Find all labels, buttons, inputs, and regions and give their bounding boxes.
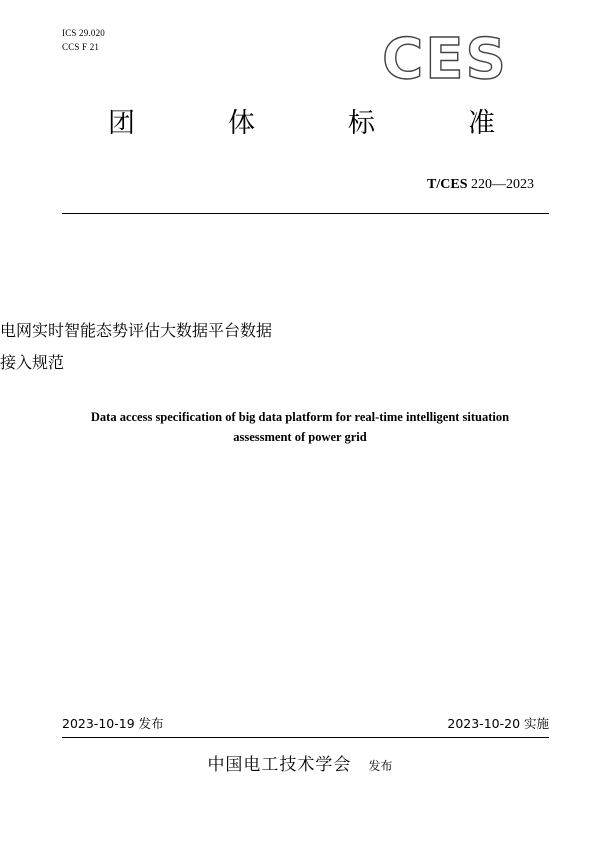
title-zh-line-1: 电网实时智能态势评估大数据平台数据: [0, 321, 273, 340]
standard-type-char: 准: [468, 108, 495, 139]
standard-type-char: 团: [108, 108, 135, 139]
title-en-line-2: assessment of power grid: [233, 430, 367, 444]
issue-date: 2023-10-19 发布: [62, 716, 164, 731]
standard-type: [0, 106, 600, 146]
bottom-divider: [62, 737, 549, 738]
standard-number-value: 220—2023: [471, 177, 534, 192]
ces-logo: [375, 30, 515, 84]
ics-code: ICS 29.020: [62, 28, 106, 38]
standard-type-char: 标: [348, 108, 375, 139]
standard-number-prefix: T/CES: [427, 177, 468, 192]
standard-number: [427, 177, 534, 193]
ces-logo-text: CES: [382, 30, 508, 84]
ccs-code: CCS F 21: [62, 42, 100, 52]
publish-label: 发布: [368, 759, 393, 773]
standard-type-char: 体: [228, 108, 255, 139]
title-zh-line-2: 接入规范: [0, 353, 65, 372]
title-en-line-1: Data access specification of big data platform for real-time intelligent situation: [90, 410, 510, 424]
top-divider: [62, 213, 549, 214]
implementation-date: 2023-10-20 实施: [447, 716, 549, 731]
publisher-line: [0, 753, 600, 778]
publisher-name: 中国电工技术学会: [207, 755, 352, 775]
